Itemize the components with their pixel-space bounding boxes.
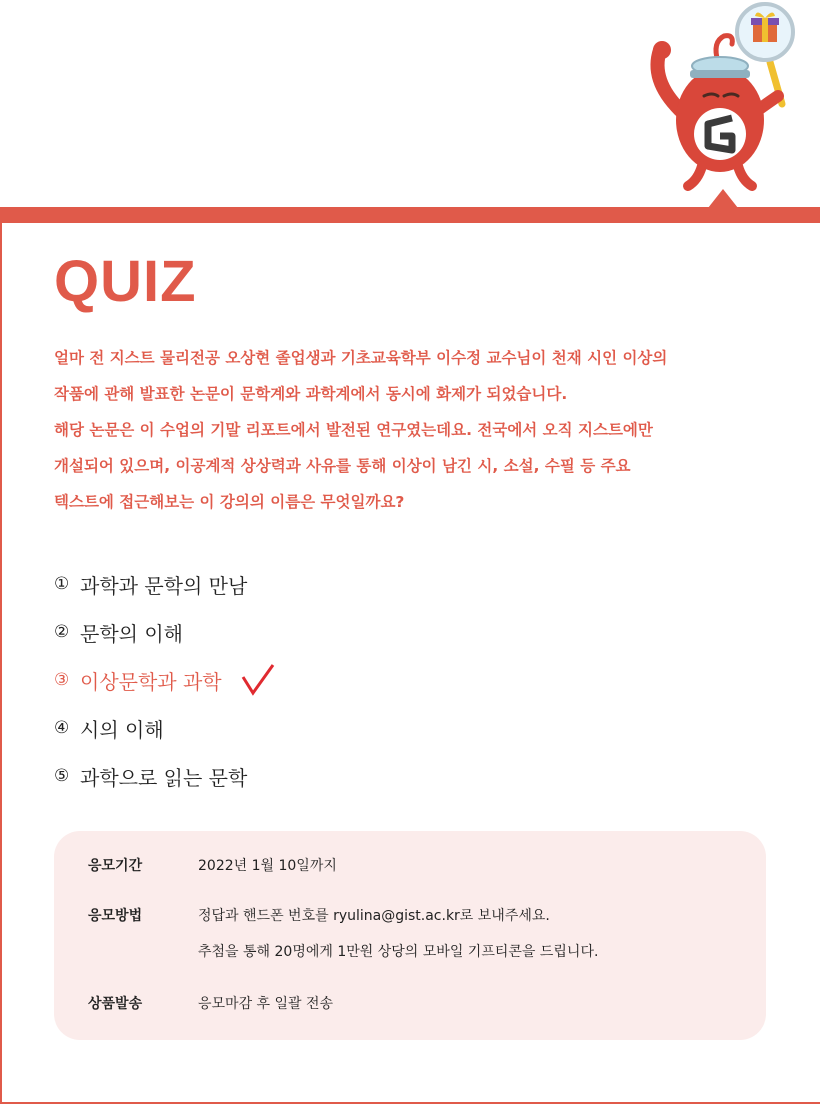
option-label: 문학의 이해 bbox=[80, 621, 183, 646]
option-number: ② bbox=[54, 622, 70, 642]
question-line: 얼마 전 지스트 물리전공 오상현 졸업생과 기초교육학부 이수정 교수님이 천재 시인 이상의 bbox=[54, 349, 668, 367]
option-label: 이상문학과 과학 bbox=[80, 669, 222, 694]
question-line: 해당 논문은 이 수업의 기말 리포트에서 발전된 연구였는데요. 전국에서 오직 지스트에만 bbox=[54, 421, 653, 439]
quiz-title: QUIZ bbox=[54, 249, 197, 314]
option-number: ⑤ bbox=[54, 766, 70, 786]
entry-info-box bbox=[54, 831, 766, 1040]
mascot-illustration bbox=[640, 0, 820, 200]
top-accent-bar bbox=[0, 207, 820, 223]
question-line: 작품에 관해 발표한 논문이 문학계와 과학계에서 동시에 화제가 되었습니다. bbox=[54, 385, 568, 403]
method-line-2: 추첨을 통해 20명에게 1만원 상당의 모바일 기프티콘을 드립니다. bbox=[198, 944, 599, 960]
option-number: ③ bbox=[54, 670, 70, 690]
period-value: 2022년 1월 10일까지 bbox=[198, 858, 337, 874]
option-label: 과학과 문학의 만남 bbox=[80, 573, 248, 598]
option-label: 과학으로 읽는 문학 bbox=[80, 765, 248, 790]
question-text bbox=[54, 340, 774, 520]
delivery-value: 응모마감 후 일괄 전송 bbox=[198, 996, 334, 1012]
option-4 bbox=[54, 704, 276, 752]
delivery-label: 상품발송 bbox=[88, 996, 143, 1012]
option-label: 시의 이해 bbox=[80, 717, 164, 742]
option-1 bbox=[54, 560, 276, 608]
option-5 bbox=[54, 752, 276, 800]
pointer-notch bbox=[708, 189, 738, 208]
question-line: 개설되어 있으며, 이공계적 상상력과 사유를 통해 이상이 남긴 시, 소설, 수필 등 주요 bbox=[54, 457, 631, 475]
period-label: 응모기간 bbox=[88, 858, 143, 874]
option-number: ① bbox=[54, 574, 70, 594]
question-line: 텍스트에 접근해보는 이 강의의 이름은 무엇일까요? bbox=[54, 493, 405, 511]
answer-options bbox=[54, 560, 276, 800]
option-number: ④ bbox=[54, 718, 70, 738]
method-line-1: 정답과 핸드폰 번호를 ryulina@gist.ac.kr로 보내주세요. bbox=[198, 908, 550, 924]
checkmark-icon bbox=[240, 663, 276, 697]
option-2 bbox=[54, 608, 276, 656]
option-3-correct bbox=[54, 656, 276, 704]
method-label: 응모방법 bbox=[88, 908, 143, 924]
